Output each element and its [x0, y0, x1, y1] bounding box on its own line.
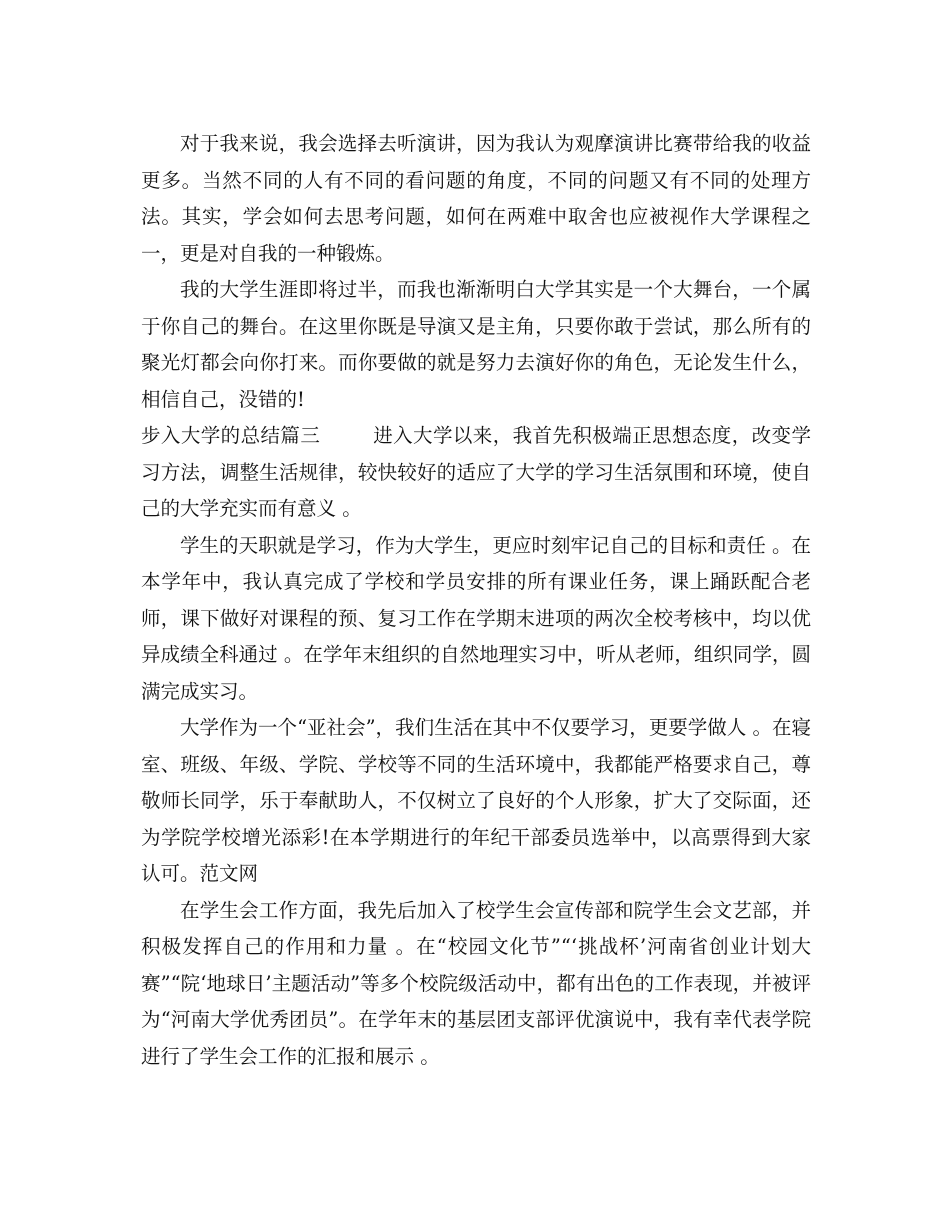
paragraph: 大学作为一个“亚社会”，我们生活在其中不仅要学习，更要学做人 。在寝室、班级、年级、学院、学校等不同的生活环境中，我都能严格要求自己，尊敬师长同学，乐于奉献助人，不仅树立了良好的个人形象，扩大了交际面，还为学院学校增光添彩!在本学期进行的年纪干部委员选举中，以高票得到大家认可。范文网	[141, 716, 811, 885]
section-intro-text: 进入大学以来，我首先积极端正思想态度，改变学习方法，调整生活规律，较快较好的适应了大学的学习生活氛围和环境，使自己的大学充实而有意义 。	[141, 424, 811, 520]
section-paragraph	[141, 418, 811, 528]
paragraph: 我的大学生涯即将过半，而我也渐渐明白大学其实是一个大舞台，一个属于你自己的舞台。在这里你既是导演又是主角，只要你敢于尝试，那么所有的聚光灯都会向你打来。而你要做的就是努力去演好你的角色，无论发生什么，相信自己，没错的!	[141, 278, 811, 411]
paragraph: 学生的天职就是学习，作为大学生，更应时刻牢记自己的目标和责任 。在本学年中，我认真完成了学校和学员安排的所有课业任务，课上踊跃配合老师，课下做好对课程的预、复习工作在学期末进项的两次全校考核中，均以优异成绩全科通过 。在学年末组织的自然地理实习中，听从老师，组织同学，圆满完成实习。	[141, 533, 811, 703]
section-heading: 步入大学的总结篇三	[141, 424, 321, 447]
heading-gap	[320, 424, 373, 447]
paragraph: 对于我来说，我会选择去听演讲，因为我认为观摩演讲比赛带给我的收益更多。当然不同的人有不同的看问题的角度，不同的问题又有不同的处理方法。其实，学会如何去思考问题，如何在两难中取舍也应被视作大学课程之一，更是对自我的一种锻炼。	[141, 132, 811, 265]
paragraph: 在学生会工作方面，我先后加入了校学生会宣传部和院学生会文艺部，并积极发挥自己的作用和力量 。在“校园文化节”“‘挑战杯’河南省创业计划大赛”“院‘地球日’主题活动”等多个校院级活动中，都有出色的工作表现，并被评为“河南大学优秀团员”。在学年末的基层团支部评优演说中，我有幸代表学院进行了学生会工作的汇报和展示 。	[141, 898, 811, 1068]
document-body	[141, 126, 811, 1075]
